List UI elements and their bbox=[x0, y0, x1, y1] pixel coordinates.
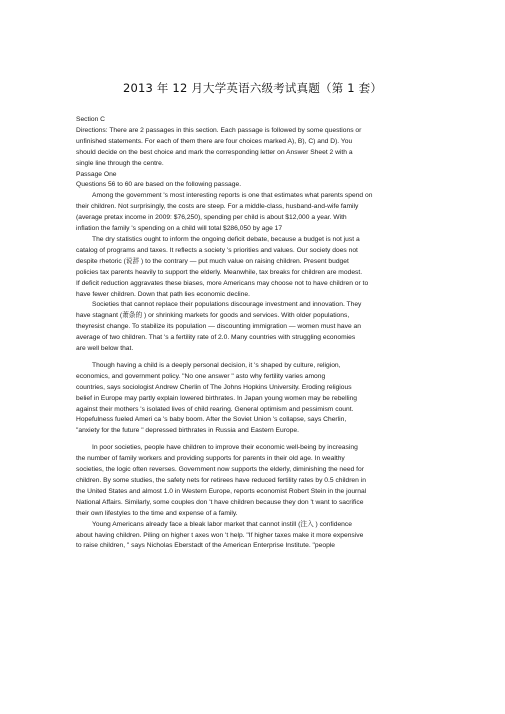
paragraph-line: economics, and government policy. "No one answer " asto why fertility varies among bbox=[76, 372, 326, 380]
paragraph-line: National Affairs. Similarly, some couples don 't have children because they don 't want to sacrifice bbox=[76, 498, 364, 506]
directions-line: should decide on the best choice and mark the corresponding letter on Answer Sheet 2 with a bbox=[76, 148, 353, 156]
paragraph-line: If deficit reduction aggravates these biases, more Americans may choose not to have children or to bbox=[76, 279, 369, 287]
passage-label: Passage One bbox=[76, 170, 117, 178]
paragraph-line: the number of family workers and providing supports for parents in their old age. In wealthy bbox=[76, 455, 345, 463]
paragraph-line: about having children. Piling on higher t axes won 't help. "If higher taxes make it more expensive bbox=[76, 531, 364, 539]
paragraph-line: despite rhetoric (说辞 ) to the contrary — put much value on raising children. Present budget bbox=[76, 257, 349, 265]
paragraph-line: have fewer children. Down that path lies economic decline. bbox=[76, 290, 250, 298]
paragraph-line: the United States and almost 1.0 in Western Europe, reports economist Robert Stein in the journal bbox=[76, 487, 367, 495]
paragraph-line: theyresist change. To stabilize its population — discounting immigration — women must have an bbox=[76, 323, 361, 331]
paragraph-line: have stagnant (萧条的 ) or shrinking markets for goods and services. With older populations, bbox=[76, 312, 350, 320]
paragraph-line: The dry statistics ought to inform the ongoing deficit debate, because a budget is not just a bbox=[92, 235, 360, 243]
paragraph-line: countries, says sociologist Andrew Cherlin of The Johns Hopkins University. Eroding religious bbox=[76, 383, 352, 391]
questions-note: Questions 56 to 60 are based on the following passage. bbox=[76, 181, 242, 189]
paragraph-line: Among the government 's most interesting reports is one that estimates what parents spend on bbox=[92, 192, 373, 200]
paragraph-line: children. By some studies, the safety nets for retirees have reduced fertility rates by 0.5 children in bbox=[76, 477, 366, 484]
paragraph-line: Hopefulness fueled Ameri ca 's baby boom. After the Soviet Union 's collapse, says Cherlin, bbox=[76, 416, 347, 424]
paragraph-line: "anxiety for the future " depressed birthrates in Russia and Eastern Europe. bbox=[76, 427, 299, 435]
page-title: 2013 年 12 月大学英语六级考试真题（第 1 套） bbox=[122, 81, 383, 95]
paragraph-line: their own lifestyles to the time and expense of a family. bbox=[76, 509, 238, 517]
directions-line: unfinished statements. For each of them there are four choices marked A), B), C) and D). You bbox=[76, 137, 353, 145]
paragraph-line: catalog of programs and taxes. It reflects a society 's priorities and values. Our society does not bbox=[76, 246, 358, 254]
directions-line: single line through the centre. bbox=[76, 159, 164, 167]
paragraph-line: In poor societies, people have children to improve their economic well-being by increasing bbox=[92, 444, 358, 452]
paragraph-line: Though having a child is a deeply personal decision, it 's shaped by culture, religion, bbox=[92, 361, 341, 369]
section-heading: Section C bbox=[76, 116, 105, 123]
paragraph-line: belief in Europe may partly explain lowered birthrates. In Japan young women may be rebelling bbox=[76, 394, 358, 402]
paragraph-line: to raise children, " says Nicholas Eberstadt of the American Enterprise Institute. "people bbox=[76, 542, 336, 550]
paragraph-line: are well below that. bbox=[76, 345, 134, 353]
paragraph-line: societies, the logic often reverses. Government now supports the elderly, diminishing the need for bbox=[76, 466, 364, 474]
paragraph-line: against their mothers 's isolated lives of child rearing. General optimism and pessimism count. bbox=[76, 405, 354, 413]
paragraph-line: their children. Not surprisingly, the costs are steep. For a middle-class, husband-and-wife family bbox=[76, 203, 359, 211]
paragraph-line: Young Americans already face a bleak labor market that cannot instill (注入 ) confidence bbox=[92, 520, 352, 528]
paragraph-line: policies tax parents heavily to support the elderly. Meanwhile, tax breaks for children are modest. bbox=[76, 268, 363, 276]
paragraph-line: inflation the family 's spending on a child will total $286,050 by age 17 bbox=[76, 225, 283, 233]
paragraph-line: Societies that cannot replace their populations discourage investment and innovation. They bbox=[92, 301, 362, 309]
paragraph-line: average of two children. That 's a fertility rate of 2.0. Many countries with struggling economies bbox=[76, 334, 356, 342]
paragraph-line: (average pretax income in 2009: $76,250), spending per child is about $12,000 a year. With bbox=[76, 214, 347, 222]
document-body bbox=[76, 115, 490, 552]
directions-line: Directions: There are 2 passages in this section. Each passage is followed by some questions or bbox=[76, 126, 362, 134]
